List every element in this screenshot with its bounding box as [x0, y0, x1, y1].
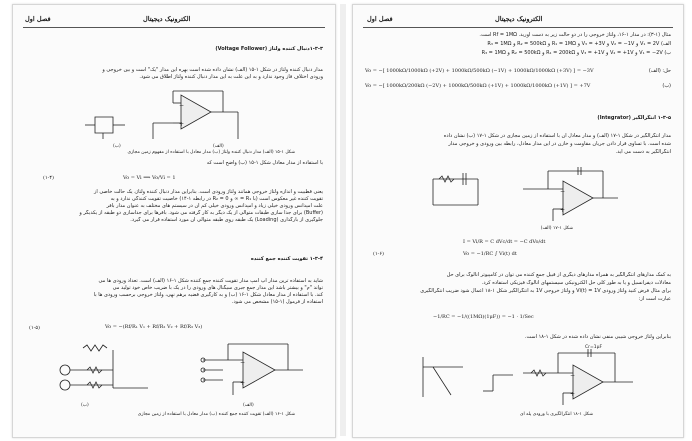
paragraph-line: شده است. با تساوی قرار دادن جریان مقاومت و خازن در این مدار معادل، رابطه بین ورودی و خروجی مدار [448, 141, 671, 147]
paragraph-line: برای مثال فرض کنید ولتاژ ورودی Vi(t) = 1V و ولتاژ خروجی 1V به انتگرالگیر شکل ۱-۱۸ اعمال شود ضریب انتگرالگیری [420, 288, 671, 294]
solution-a-equation: Vo = −[ 1000kΩ/1000kΩ (+2V) + 1000kΩ/500kΩ (−1V) + 1000kΩ/1000kΩ (+3V) ] = −3V [365, 68, 594, 74]
paragraph-line: تواند "م" و بیشتر باشد این مدار جمع جبری سیگنال های ورودی را در یک با ضریب خاص خود تولید می [112, 285, 323, 291]
svg-text:+: + [569, 391, 575, 398]
paragraph-line: انتگرالگیر به دست می آید. [615, 149, 671, 155]
svg-text:+: + [178, 121, 184, 128]
paragraph-line: با استفاده از مدار معادل شکل ۱-۱۵ (ب) واضح است که [206, 160, 323, 166]
fig2-label-a: (الف) [243, 403, 254, 408]
right-header-chapter: فصل اول [367, 15, 393, 23]
fig1-caption: شکل ۱-۱۵ (الف) مدار دنبال کننده ولتاژ (ب) مدار معادل با استفاده از مفهوم زمین مجازی [127, 150, 295, 155]
summing-amplifier-figure [53, 340, 313, 402]
fig1-label-a: (الف) [213, 144, 224, 149]
step-integrator-figure [403, 347, 663, 409]
paragraph-line: به کمک مدارهای انتگرالگیر به همراه مدارهای دیگری از قبیل جمع کننده می توان در کامپیوتر آنالوگ برای حل [446, 272, 671, 278]
capacitor-label: Cr=1μF [585, 345, 603, 350]
svg-text:+: + [559, 207, 565, 214]
fig2-label-b: (ب) [81, 403, 89, 408]
left-header-rule [23, 27, 325, 28]
paragraph-line: عبارت است از: [638, 296, 671, 302]
paragraph-line: مدار انتگرالگیر در شکل ۱-۱۷ (الف) و مدار معادل آن با استفاده از زمین مجازی در شکل ۱-۱۷ (ب) نشان داده [443, 133, 671, 139]
fig2-caption: شکل ۱-۱۶ (الف) تقویت کننده جمع کننده (ب) مدار معادل با استفاده از زمین مجازی [137, 412, 295, 417]
equation-coefficient: −1/RC = −1/((1MΩ)(1μF)) = −1 · 1/Sec [433, 314, 534, 320]
solution-b-equation: Vo = −[ 1000kΩ/200kΩ (−2V) + 1000kΩ/500kΩ (+1V) + 1000kΩ/1000kΩ (+1V) ] = +7V [365, 83, 591, 89]
equation-1-4: Vo = Vi ⟹ Vo/Vi = 1 [123, 175, 176, 181]
right-header-title: الکترونیک دیجیتال [495, 15, 543, 23]
solution-a-label: حل: (الف) [648, 68, 671, 74]
left-header-title: الکترونیک دیجیتال [143, 15, 191, 23]
integrator-figure [403, 165, 643, 223]
section-heading-voltage-follower: ۱-۳-۳دنبال کننده ولتاژ (Voltage Follower) [215, 46, 323, 52]
paragraph-line: یعنی قطبیت و اندازه ولتاژ خروجی همانند ولتاژ ورودی است. بنابراین مدار دنبال کننده ولتاژ، یک حالت خاصی از [93, 189, 323, 195]
svg-text:−: − [559, 188, 565, 195]
example-line: الف) V₁ = 2V و V₂ = −1V و V₃ = +3V و R₁ = 1MΩ و R₂ = 500kΩ و R₃ = 1MΩ [487, 41, 671, 47]
section-heading-integrator: ۱-۳-۵ انتگرالگیر (Integrator) [597, 115, 671, 121]
paragraph-line: تقویت کننده غیر معکوس است (با R₁ = ∞ و R₂ = 0 در رابطه ۱-۱۴) خاصیت تقویت کنندگی ندارد و به [110, 196, 323, 202]
example-line: مثال (۱-۳): در مدار ۱-۱۶، ولتاژ خروجی را در دو حالت زیر به دست آورید. Rf = 1MΩ است. [479, 32, 671, 38]
equation-1-6-line1: I = Vi/R = C dVc/dt = −C dVo/dt [463, 239, 546, 245]
equation-number: (۱-۴) [43, 175, 54, 181]
equation-1-5: Vo = −(Rf/R₁ V₁ + Rf/R₂ V₂ + Rf/R₃ V₃) [105, 324, 203, 330]
svg-text:−: − [239, 359, 245, 366]
equation-number: (۱-۵) [29, 325, 40, 331]
paragraph-line: (Buffer) برای جدا سازی طبقات متوالی از یک دیگر به کار گرفته می شود. بافرها برای جداسازی دو طبقه از یکدیگر و [79, 210, 323, 216]
paragraph-line: استفاده از فرمول (۱-۱۵) مشخص می شود. [231, 299, 323, 305]
paragraph-line: کند. با استفاده از مدار معادل شکل ۱-۱۶ (ب) و به کارگیری قضیه برهم نهی، ولتاژ خروجی برحسب ورودی ها با [93, 292, 323, 298]
paragraph-line: جلوگیری از بارگذاری (Loading) یک طبقه روی طبقه متوالی آن مورد استفاده قرار می گیرد. [130, 217, 323, 223]
fig1-label-b: (ب) [113, 144, 121, 149]
page-gutter [340, 4, 346, 436]
right-header-rule [363, 27, 673, 28]
svg-text:+: + [239, 380, 245, 387]
paragraph-line: علت امپدانس ورودی خیلی زیاد و امپدانس ورودی خیلی کم آن در سیستم های مختلف به عنوان مدار بافر [106, 203, 323, 209]
right-page [352, 4, 684, 438]
svg-text:−: − [178, 102, 184, 109]
paragraph-line: مدار دنبال کننده ولتاژ در شکل ۱-۱۵ (الف) نشان داده شده است بهره این مدار "یک" است و بین خروجی و [102, 67, 323, 73]
left-page [12, 4, 336, 438]
svg-text:−: − [569, 372, 575, 379]
section-heading-summing: ۱-۳-۴ تقویت کننده جمع کننده [250, 256, 323, 262]
fig4-caption: شکل ۱-۱۸ انتگرالگیری با ورودی پله ای [519, 412, 593, 417]
paragraph-line: بنابراین ولتاژ خروجی شیبی منفی نشان داده شده در شکل ۱-۱۸ است. [524, 334, 671, 340]
voltage-follower-figure [33, 89, 263, 151]
paragraph-line: شاید به استفاده ترین مدار آپ امپ مدار تقویت کننده جمع کننده شکل ۱-۱۶ (الف) است. تعداد ورودی ها می [98, 278, 323, 284]
solution-b-label: (ب) [662, 83, 671, 89]
paragraph-line: ورودی اختلاف فاز وجود ندارد و به این علت به این مدار دنبال کننده ولتاژ اطلاق می شود. [139, 74, 323, 80]
paragraph-line: معادلات دیفرانسیل و یا به طور کلی حل الکترونیکی سیستمهای آنالوگ فیزیکی استفاده کرد. [481, 280, 671, 286]
left-header-chapter: فصل اول [25, 15, 51, 23]
equation-1-6-line2: Vo = −1/RC ∫ Vi(t) dt [463, 251, 517, 257]
fig3-caption: شکل ۱-۱۷ (الف) [540, 226, 573, 231]
example-line: ب) V₁ = −2V و V₂ = +1V و V₃ = +1V و R₁ = 200kΩ و R₂ = 500kΩ و R₃ = 1MΩ [481, 50, 671, 56]
equation-number: (۱-۶) [373, 251, 384, 257]
